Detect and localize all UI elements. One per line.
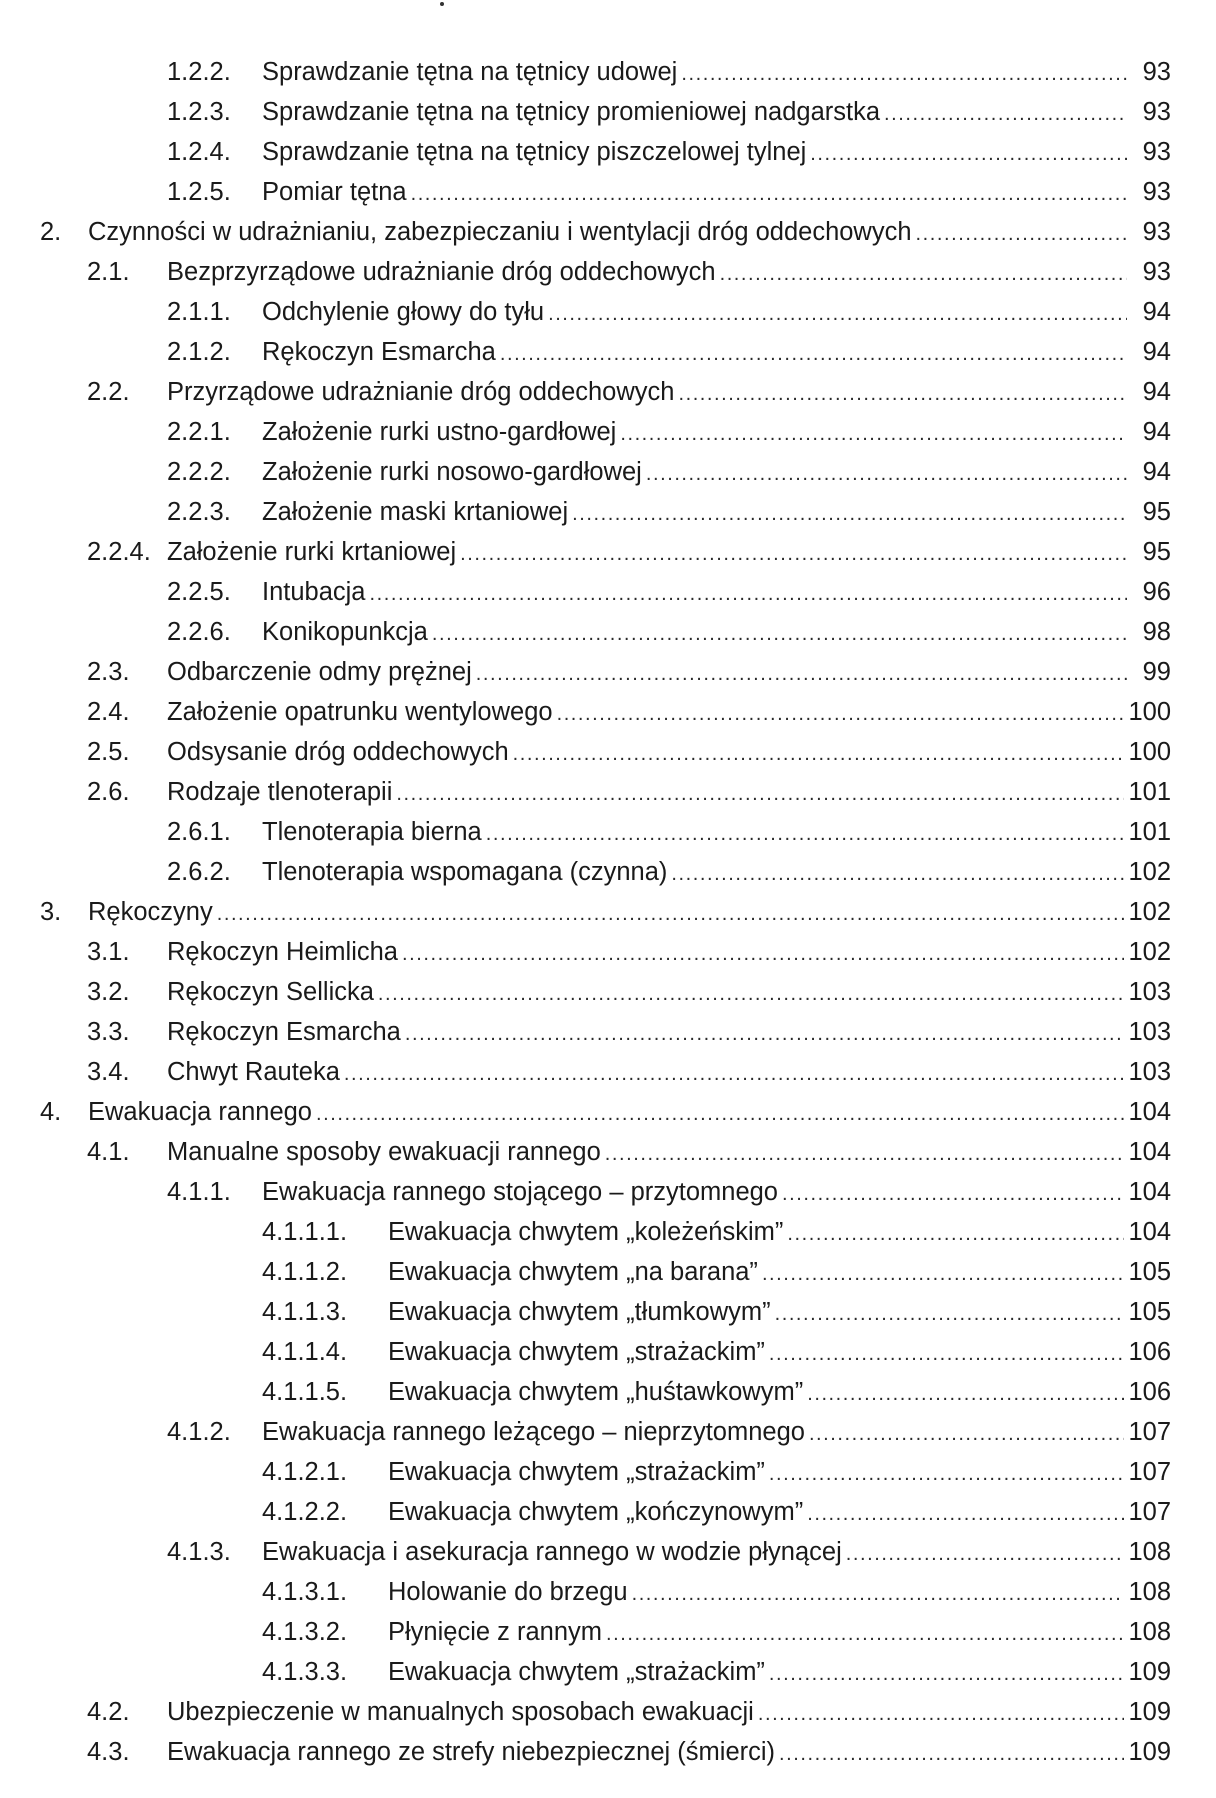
toc-entry-page-number: 100 (1124, 732, 1171, 772)
toc-entry-title: Ewakuacja chwytem „strażackim” (388, 1652, 769, 1692)
toc-entry-number: 2.2.6. (167, 618, 231, 646)
toc-entry-line (167, 1052, 1171, 1094)
toc-entry-number: 4.2. (87, 1698, 130, 1726)
toc-entry-line (388, 1252, 1171, 1294)
toc-entry-number: 1.2.4. (167, 138, 231, 166)
toc-entry-line (88, 1092, 1171, 1134)
toc-entry-number: 2.2.1. (167, 418, 231, 446)
toc-entry-page-number: 101 (1124, 772, 1171, 812)
toc-entry-number: 4.3. (87, 1738, 130, 1766)
toc-leader-dots (807, 1374, 1124, 1414)
toc-entry-page-number: 99 (1127, 652, 1171, 692)
toc-entry-title: Ewakuacja rannego (88, 1092, 316, 1132)
toc-entry-title: Ewakuacja chwytem „strażackim” (388, 1332, 769, 1372)
toc-entry-line (262, 1412, 1171, 1454)
toc-entry-number: 4.1.1. (167, 1178, 231, 1206)
toc-entry-title: Sprawdzanie tętna na tętnicy udowej (262, 52, 681, 92)
toc-entry-title: Ewakuacja rannego ze strefy niebezpiecznej (śmierci) (167, 1732, 779, 1772)
toc-leader-dots (344, 1054, 1125, 1094)
toc-entry (0, 292, 1216, 332)
toc-entry-line (167, 1012, 1171, 1054)
toc-entry-page-number: 101 (1124, 812, 1171, 852)
toc-entry-page-number: 106 (1124, 1332, 1171, 1372)
toc-entry-number: 1.2.5. (167, 178, 231, 206)
toc-entry-line (262, 1172, 1171, 1214)
toc-entry (0, 812, 1216, 852)
toc-entry-page-number: 95 (1127, 492, 1171, 532)
toc-entry-page-number: 105 (1124, 1292, 1171, 1332)
toc-entry-title: Płynięcie z rannym (388, 1612, 606, 1652)
toc-leader-dots (787, 1214, 1124, 1254)
toc-entry-number: 4.1.2. (167, 1418, 231, 1446)
toc-entry-number: 2.1. (87, 258, 130, 286)
toc-entry (0, 1332, 1216, 1372)
toc-entry (0, 1692, 1216, 1732)
toc-entry (0, 1652, 1216, 1692)
toc-entry-title: Ewakuacja chwytem „strażackim” (388, 1452, 769, 1492)
toc-entry-number: 4.1.2.2. (262, 1498, 348, 1526)
toc-entry-page-number: 102 (1124, 932, 1171, 972)
toc-entry-title: Rękoczyn Esmarcha (167, 1012, 405, 1052)
toc-leader-dots (632, 1574, 1125, 1614)
toc-entry-page-number: 107 (1124, 1492, 1171, 1532)
toc-entry-page-number: 94 (1127, 412, 1171, 452)
toc-entry-number: 4.1.3. (167, 1538, 231, 1566)
toc-leader-dots (405, 1014, 1125, 1054)
toc-entry-number: 4.1.2.1. (262, 1458, 348, 1486)
toc-entry-page-number: 108 (1124, 1572, 1171, 1612)
toc-entry-title: Rodzaje tlenoterapii (167, 772, 396, 812)
toc-entry-page-number: 95 (1127, 532, 1171, 572)
toc-entry-number: 4. (40, 1098, 62, 1126)
toc-entry-title: Odsysanie dróg oddechowych (167, 732, 513, 772)
toc-entry (0, 1212, 1216, 1252)
toc-entry (0, 1132, 1216, 1172)
toc-entry-title: Intubacja (262, 572, 370, 612)
toc-leader-dots (769, 1454, 1125, 1494)
toc-entry-line (88, 212, 1171, 254)
toc-entry-page-number: 104 (1124, 1092, 1171, 1132)
toc-entry-number: 2.6. (87, 778, 130, 806)
toc-entry (0, 52, 1216, 92)
toc-leader-dots (370, 574, 1128, 614)
toc-entry-line (167, 652, 1171, 694)
toc-entry (0, 1572, 1216, 1612)
toc-entry-number: 2.2.3. (167, 498, 231, 526)
toc-entry (0, 532, 1216, 572)
toc-entry-page-number: 93 (1127, 132, 1171, 172)
toc-entry-page-number: 93 (1127, 52, 1171, 92)
toc-entry (0, 1012, 1216, 1052)
toc-leader-dots (782, 1174, 1124, 1214)
toc-entry-number: 2.2.5. (167, 578, 231, 606)
toc-entry-page-number: 94 (1127, 332, 1171, 372)
toc-entry-line (388, 1212, 1171, 1254)
toc-leader-dots (807, 1494, 1124, 1534)
toc-leader-dots (810, 134, 1127, 174)
toc-entry-page-number: 109 (1124, 1732, 1171, 1772)
toc-entry-title: Odbarczenie odmy prężnej (167, 652, 476, 692)
toc-entry (0, 692, 1216, 732)
toc-entry-line (262, 812, 1171, 854)
toc-entry-number: 2.5. (87, 738, 130, 766)
toc-leader-dots (572, 494, 1127, 534)
toc-entry-line (88, 892, 1171, 934)
toc-entry-page-number: 103 (1124, 1052, 1171, 1092)
toc-entry-line (262, 92, 1171, 134)
toc-entry-title: Ewakuacja i asekuracja rannego w wodzie płynącej (262, 1532, 846, 1572)
toc-entry-line (167, 972, 1171, 1014)
toc-entry (0, 852, 1216, 892)
toc-entry-page-number: 105 (1124, 1252, 1171, 1292)
toc-entry (0, 1172, 1216, 1212)
toc-leader-dots (916, 214, 1127, 254)
toc-entry-number: 2.6.2. (167, 858, 231, 886)
toc-entry (0, 172, 1216, 212)
toc-leader-dots (762, 1254, 1125, 1294)
toc-entry-title: Chwyt Rauteka (167, 1052, 344, 1092)
toc-entry-line (262, 292, 1171, 334)
toc-entry-title: Ubezpieczenie w manualnych sposobach ewakuacji (167, 1692, 758, 1732)
toc-entry-number: 4.1.1.4. (262, 1338, 348, 1366)
toc-entry-title: Ewakuacja chwytem „kończynowym” (388, 1492, 807, 1532)
toc-leader-dots (884, 94, 1127, 134)
toc-leader-dots (758, 1694, 1125, 1734)
toc-entry-title: Założenie opatrunku wentylowego (167, 692, 557, 732)
toc-entry (0, 412, 1216, 452)
toc-entry-line (262, 52, 1171, 94)
toc-entry-title: Bezprzyrządowe udrażnianie dróg oddechowych (167, 252, 720, 292)
toc-leader-dots (809, 1414, 1125, 1454)
toc-leader-dots (605, 1134, 1125, 1174)
toc-entry-line (262, 332, 1171, 374)
toc-entry-page-number: 93 (1127, 172, 1171, 212)
toc-entry-page-number: 109 (1124, 1692, 1171, 1732)
toc-leader-dots (378, 974, 1125, 1014)
toc-entry (0, 132, 1216, 172)
toc-entry-title: Rękoczyn Sellicka (167, 972, 378, 1012)
toc-entry-number: 2.1.1. (167, 298, 231, 326)
toc-entry-number: 4.1.3.1. (262, 1578, 348, 1606)
toc-entry (0, 572, 1216, 612)
toc-entry-page-number: 94 (1127, 372, 1171, 412)
toc-leader-dots (681, 54, 1127, 94)
toc-entry-page-number: 108 (1124, 1532, 1171, 1572)
toc-entry-line (167, 1732, 1171, 1774)
toc-leader-dots (775, 1294, 1125, 1334)
toc-entry (0, 1292, 1216, 1332)
toc-entry-title: Pomiar tętna (262, 172, 411, 212)
toc-leader-dots (646, 454, 1127, 494)
toc-entry-page-number: 93 (1127, 212, 1171, 252)
toc-entry-line (262, 852, 1171, 894)
toc-entry-number: 4.1.1.1. (262, 1218, 348, 1246)
toc-leader-dots (396, 774, 1124, 814)
toc-leader-dots (606, 1614, 1124, 1654)
toc-entry-page-number: 102 (1124, 892, 1171, 932)
toc-entry-line (388, 1452, 1171, 1494)
toc-entry-line (262, 412, 1171, 454)
toc-leader-dots (460, 534, 1127, 574)
toc-entry-page-number: 98 (1127, 612, 1171, 652)
toc-entry-line (262, 572, 1171, 614)
toc-leader-dots (720, 254, 1127, 294)
toc-entry-title: Holowanie do brzegu (388, 1572, 632, 1612)
scan-speck (440, 2, 444, 6)
toc-entry-title: Sprawdzanie tętna na tętnicy promieniowej nadgarstka (262, 92, 884, 132)
toc-entry-page-number: 102 (1124, 852, 1171, 892)
toc-entry-number: 4.1.3.3. (262, 1658, 348, 1686)
toc-entry (0, 332, 1216, 372)
toc-entry-line (167, 532, 1171, 574)
toc-entry-title: Ewakuacja chwytem „na barana” (388, 1252, 762, 1292)
toc-entry-line (167, 932, 1171, 974)
toc-entry-number: 4.1.1.5. (262, 1378, 348, 1406)
toc-entry-number: 2.2. (87, 378, 130, 406)
toc-entry-title: Przyrządowe udrażnianie dróg oddechowych (167, 372, 678, 412)
toc-entry-number: 2.1.2. (167, 338, 231, 366)
toc-entry-title: Czynności w udrażnianiu, zabezpieczaniu i wentylacji dróg oddechowych (88, 212, 916, 252)
toc-entry-page-number: 106 (1124, 1372, 1171, 1412)
toc-entry (0, 1492, 1216, 1532)
toc-entry-page-number: 96 (1127, 572, 1171, 612)
toc-leader-dots (500, 334, 1127, 374)
toc-leader-dots (678, 374, 1127, 414)
toc-entry-line (167, 692, 1171, 734)
toc-leader-dots (402, 934, 1124, 974)
toc-entry (0, 1532, 1216, 1572)
toc-entry (0, 1092, 1216, 1132)
toc-entry-page-number: 103 (1124, 972, 1171, 1012)
toc-entry-title: Rękoczyn Esmarcha (262, 332, 500, 372)
toc-entry-page-number: 107 (1124, 1412, 1171, 1452)
table-of-contents (0, 52, 1216, 1772)
toc-entry-line (388, 1572, 1171, 1614)
toc-entry-page-number: 93 (1127, 252, 1171, 292)
toc-entry (0, 972, 1216, 1012)
toc-entry (0, 1052, 1216, 1092)
toc-entry-title: Ewakuacja chwytem „tłumkowym” (388, 1292, 775, 1332)
toc-entry (0, 1732, 1216, 1772)
toc-entry-number: 2.2.4. (87, 538, 151, 566)
toc-entry (0, 1412, 1216, 1452)
toc-entry-page-number: 93 (1127, 92, 1171, 132)
toc-entry-page-number: 109 (1124, 1652, 1171, 1692)
toc-entry-line (388, 1332, 1171, 1374)
toc-entry (0, 932, 1216, 972)
toc-entry-title: Tlenoterapia wspomagana (czynna) (262, 852, 671, 892)
toc-entry-line (167, 252, 1171, 294)
toc-leader-dots (411, 174, 1127, 214)
toc-leader-dots (846, 1534, 1125, 1574)
toc-entry-line (388, 1292, 1171, 1334)
toc-entry (0, 1372, 1216, 1412)
toc-entry-page-number: 104 (1124, 1132, 1171, 1172)
toc-entry-title: Manualne sposoby ewakuacji rannego (167, 1132, 605, 1172)
toc-entry-page-number: 104 (1124, 1172, 1171, 1212)
toc-leader-dots (513, 734, 1125, 774)
toc-entry-number: 4.1.1.3. (262, 1298, 348, 1326)
toc-leader-dots (316, 1094, 1124, 1134)
toc-entry (0, 732, 1216, 772)
toc-entry (0, 252, 1216, 292)
toc-entry-page-number: 108 (1124, 1612, 1171, 1652)
toc-entry-title: Tlenoterapia bierna (262, 812, 486, 852)
toc-leader-dots (217, 894, 1125, 934)
toc-entry-line (262, 492, 1171, 534)
toc-entry-number: 2.4. (87, 698, 130, 726)
toc-entry-number: 3.4. (87, 1058, 130, 1086)
toc-entry-number: 4.1. (87, 1138, 130, 1166)
toc-entry-page-number: 104 (1124, 1212, 1171, 1252)
toc-entry (0, 892, 1216, 932)
toc-leader-dots (620, 414, 1127, 454)
toc-entry-line (388, 1652, 1171, 1694)
toc-entry-title: Założenie rurki nosowo-gardłowej (262, 452, 646, 492)
toc-leader-dots (769, 1334, 1125, 1374)
toc-entry (0, 772, 1216, 812)
toc-leader-dots (779, 1734, 1124, 1774)
toc-entry-line (167, 1692, 1171, 1734)
toc-entry-number: 3.2. (87, 978, 130, 1006)
toc-entry (0, 212, 1216, 252)
toc-leader-dots (548, 294, 1127, 334)
toc-leader-dots (486, 814, 1125, 854)
toc-entry (0, 492, 1216, 532)
toc-entry-number: 3.1. (87, 938, 130, 966)
toc-entry-number: 3.3. (87, 1018, 130, 1046)
toc-entry (0, 92, 1216, 132)
toc-entry-number: 1.2.2. (167, 58, 231, 86)
toc-entry-number: 1.2.3. (167, 98, 231, 126)
toc-entry-number: 2.3. (87, 658, 130, 686)
toc-entry-number: 2. (40, 218, 62, 246)
toc-entry-title: Ewakuacja chwytem „huśtawkowym” (388, 1372, 807, 1412)
toc-entry-line (388, 1612, 1171, 1654)
toc-entry-title: Rękoczyn Heimlicha (167, 932, 402, 972)
toc-leader-dots (769, 1654, 1125, 1694)
toc-entry (0, 652, 1216, 692)
toc-entry-number: 3. (40, 898, 62, 926)
toc-entry-line (388, 1492, 1171, 1534)
toc-entry (0, 452, 1216, 492)
toc-entry-page-number: 100 (1124, 692, 1171, 732)
toc-leader-dots (557, 694, 1125, 734)
toc-entry-line (388, 1372, 1171, 1414)
toc-entry-title: Założenie rurki krtaniowej (167, 532, 460, 572)
toc-entry-title: Ewakuacja rannego stojącego – przytomnego (262, 1172, 782, 1212)
toc-entry-number: 2.6.1. (167, 818, 231, 846)
toc-entry-number: 4.1.3.2. (262, 1618, 348, 1646)
toc-entry-number: 2.2.2. (167, 458, 231, 486)
toc-entry-line (262, 612, 1171, 654)
toc-leader-dots (671, 854, 1124, 894)
toc-entry-line (167, 1132, 1171, 1174)
toc-entry (0, 1252, 1216, 1292)
toc-leader-dots (476, 654, 1127, 694)
toc-entry (0, 1452, 1216, 1492)
toc-entry-line (262, 452, 1171, 494)
toc-entry-line (262, 172, 1171, 214)
toc-entry-title: Założenie maski krtaniowej (262, 492, 572, 532)
toc-entry-page-number: 103 (1124, 1012, 1171, 1052)
toc-entry (0, 1612, 1216, 1652)
toc-entry-line (262, 1532, 1171, 1574)
toc-entry-line (167, 372, 1171, 414)
toc-entry-title: Ewakuacja rannego leżącego – nieprzytomnego (262, 1412, 809, 1452)
toc-entry-title: Rękoczyny (88, 892, 217, 932)
toc-entry (0, 612, 1216, 652)
toc-entry-title: Sprawdzanie tętna na tętnicy piszczelowej tylnej (262, 132, 810, 172)
toc-entry-title: Założenie rurki ustno-gardłowej (262, 412, 620, 452)
toc-entry-page-number: 94 (1127, 452, 1171, 492)
toc-entry-title: Odchylenie głowy do tyłu (262, 292, 548, 332)
toc-entry-title: Konikopunkcja (262, 612, 432, 652)
toc-entry (0, 372, 1216, 412)
toc-entry-page-number: 107 (1124, 1452, 1171, 1492)
toc-entry-number: 4.1.1.2. (262, 1258, 348, 1286)
toc-entry-page-number: 94 (1127, 292, 1171, 332)
toc-leader-dots (432, 614, 1127, 654)
toc-entry-title: Ewakuacja chwytem „koleżeńskim” (388, 1212, 787, 1252)
toc-entry-line (167, 732, 1171, 774)
toc-entry-line (262, 132, 1171, 174)
toc-entry-line (167, 772, 1171, 814)
